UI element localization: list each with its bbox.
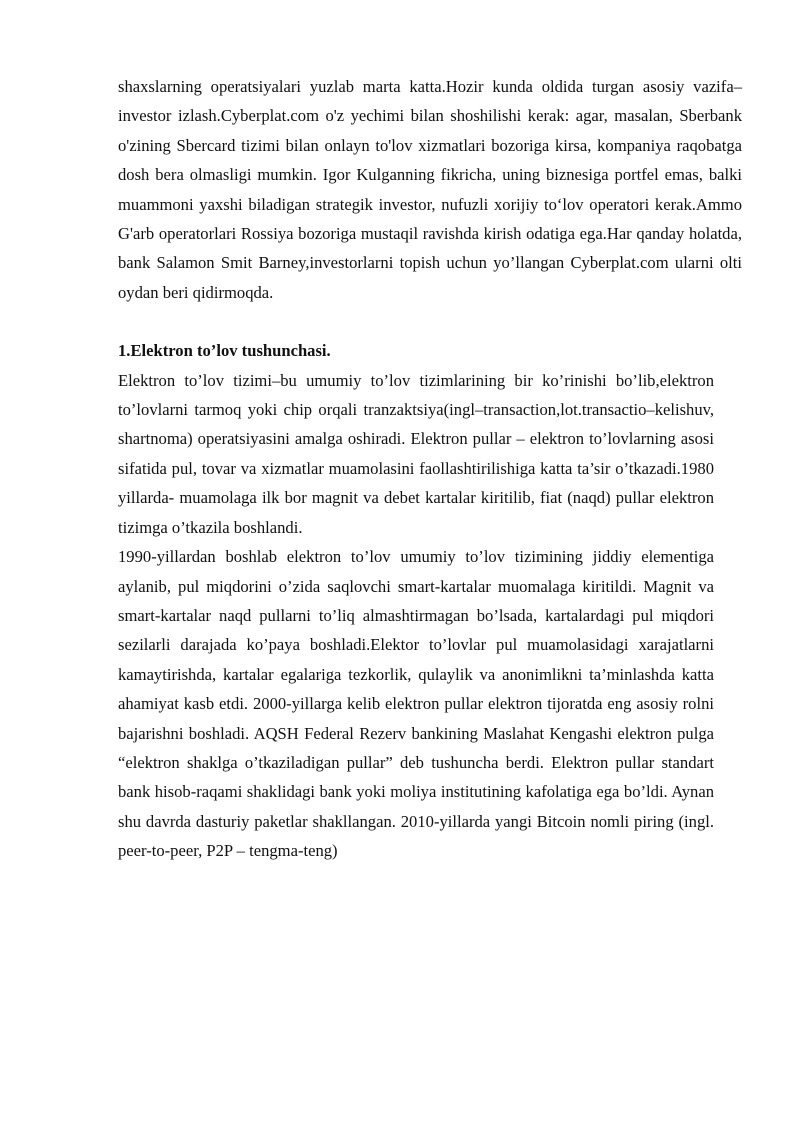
section-heading: 1.Elektron to’lov tushunchasi. [118, 341, 331, 361]
paragraph-electronic-payment-history: 1990-yillardan boshlab elektron to’lov umumiy to’lov tizimining jiddiy elementiga aylanib, pul miqdorini o’zida saqlovchi smart-kartalar muomalaga kiritildi. Magnit va smart-kartalar naqd pullarni to’liq almashtirmagan bo’lsada, kartalardagi pul miqdori sezilarli darajada ko’paya boshladi.Elektor to’lovlar pul muamolasidagi xarajatlarni kamaytirishda, kartalar egalariga tezkorlik, qulaylik va anonimlikni ta’minlashda katta ahamiyat kasb etdi. 2000-yillarga kelib elektron pullar elektron tijoratda eng asosiy rolni bajarishni boshladi. AQSH Federal Rezerv bankining Maslahat Kengashi elektron pulga “elektron shaklga o’tkaziladigan pullar” deb tushuncha berdi. Elektron pullar standart bank hisob-raqami shaklidagi bank yoki moliya institutining kafolatiga ega bo’ldi. Aynan shu davrda dasturiy paketlar shakllangan. 2010-yillarda yangi Bitcoin nomli piring (ingl. peer-to-peer, P2P – tengma-teng) [118, 547, 714, 861]
paragraph-investor-search: shaxslarning operatsiyalari yuzlab marta katta.Hozir kunda oldida turgan asosiy vazifa–investor izlash.Cyberplat.com o'z yechimi bilan shoshilishi kerak: agar, masalan, Sberbank o'zining Sbercard tizimi bilan onlayn to'lov xizmatlari bozoriga kirsa, kompaniya raqobatga dosh bera olmasligi mumkin. Igor Kulganning fikricha, uning biznesiga portfel emas, balki muammoni yaxshi biladigan strategik investor, nufuzli xorijiy to‘lov operatori kerak.Ammo G'arb operatorlari Rossiya bozoriga mustaqil ravishda kirish odatiga ega.Har qanday holatda, bank Salamon Smit Barney,investorlarni topish uchun yo’llangan Cyberplat.com ularni olti oydan beri qidirmoqda. [118, 77, 742, 302]
document-page [118, 72, 742, 866]
paragraph-electronic-payment-definition: Elektron to’lov tizimi–bu umumiy to’lov tizimlarining bir ko’rinishi bo’lib,elektron to’lovlarni tarmoq yoki chip orqali tranzaktsiya(ingl–transaction,lot.transactio–kelishuv, shartnoma) operatsiyasini amalga oshiradi. Elektron pullar – elektron to’lovlarning asosi sifatida pul, tovar va xizmatlar muamolasini faollashtirilishiga katta ta’sir o’tkazadi.1980 yillarda- muamolaga ilk bor magnit va debet kartalar kiritilib, fiat (naqd) pullar elektron tizimga o’tkazila boshlandi. [118, 370, 714, 537]
